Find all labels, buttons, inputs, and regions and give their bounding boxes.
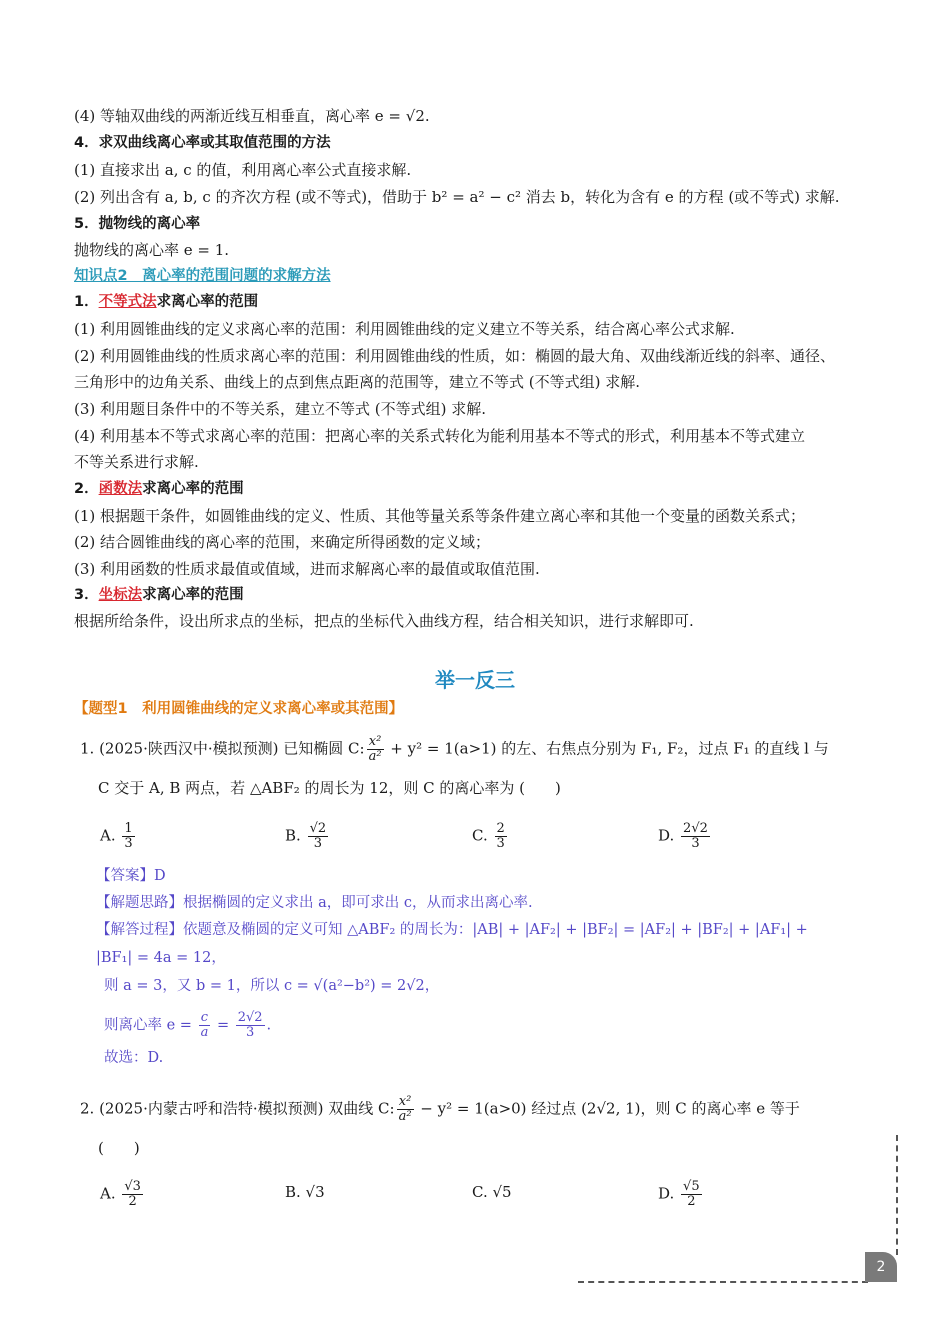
text-line: 根据所给条件，设出所求点的坐标，把点的坐标代入曲线方程，结合相关知识，进行求解即可. (74, 612, 694, 630)
text-line: (2) 利用圆锥曲线的性质求离心率的范围：利用圆锥曲线的性质，如：椭圆的最大角、双曲线渐近线的斜率、通径、 (74, 347, 836, 365)
solution-conclusion: 故选：D. (104, 1050, 164, 1066)
text-line: (1) 利用圆锥曲线的定义求离心率的范围：利用圆锥曲线的定义建立不等关系，结合离心率公式求解. (74, 320, 735, 338)
solution-idea: 【解题思路】根据椭圆的定义求出 a，即可求出 c，从而求出离心率. (96, 895, 533, 911)
text-line: 三角形中的边角关系、曲线上的点到焦点距离的范围等，建立不等式 (不等式组) 求解. (74, 373, 641, 391)
q2-option-b[interactable]: B. √3 (285, 1183, 325, 1201)
q2-option-d[interactable]: D. $\frac{√5}{2}$ (658, 1179, 700, 1209)
heading-4: 4．求双曲线离心率或其取值范围的方法 (74, 135, 331, 151)
method-3-heading: 3．坐标法求离心率的范围 (74, 587, 244, 603)
q1-option-c[interactable]: C. $\frac{2}{3}$ (472, 821, 505, 851)
text-line: (3) 利用题目条件中的不等关系，建立不等式 (不等式组) 求解. (74, 400, 487, 418)
page-number: 2 (865, 1252, 897, 1282)
q1-option-d[interactable]: D. $\frac{2√2}{3}$ (658, 821, 708, 851)
solution-process: 【解答过程】依题意及椭圆的定义可知 △ABF₂ 的周长为：|AB| + |AF₂| + |BF₂| = |AF₂| + |BF₂| + |AF₁| + (96, 922, 808, 938)
question-type-title: 【题型1 利用圆锥曲线的定义求离心率或其范围】 (74, 701, 404, 717)
solution-process: 则离心率 e = $\frac{c}{a}$ = $\frac{2√2}{3}$ . (104, 1010, 272, 1040)
question-2-stem: 2. (2025·内蒙古呼和浩特·模拟预测) 双曲线 C: $\frac{\text{x²}}{\text{a²}}$ − y² = 1(a>0) 经过点 (2√2, 1)，则 C 的离心率 e 等于 (80, 1094, 800, 1124)
method-1-heading: 1．不等式法求离心率的范围 (74, 294, 259, 310)
text-line: (4) 利用基本不等式求离心率的范围：把离心率的关系式转化为能利用基本不等式的形式，利用基本不等式建立 (74, 427, 806, 445)
q1-option-b[interactable]: B. $\frac{√2}{3}$ (285, 821, 327, 851)
answer: 【答案】D (96, 868, 166, 884)
text-line: (2) 列出含有 a, b, c 的齐次方程 (或不等式)，借助于 b² = a² − c² 消去 b，转化为含有 e 的方程 (或不等式) 求解. (74, 188, 840, 206)
solution-process: 则 a = 3，又 b = 1，所以 c = √(a²−b²) = 2√2， (104, 978, 440, 994)
question-2-stem-line2: ( ) (98, 1139, 140, 1157)
text-line: (1) 根据题干条件，如圆锥曲线的定义、性质、其他等量关系等条件建立离心率和其他一个变量的函数关系式； (74, 507, 806, 525)
question-1-stem-line2: C 交于 A, B 两点，若 △ABF₂ 的周长为 12，则 C 的离心率为 ( ) (98, 779, 561, 797)
solution-process: |BF₁| = 4a = 12， (96, 950, 226, 966)
section-title: 举一反三 (435, 668, 515, 692)
q2-option-c[interactable]: C. √5 (472, 1183, 512, 1201)
page-border-vertical (896, 1135, 898, 1255)
text-line: 抛物线的离心率 e = 1. (74, 241, 230, 259)
heading-5: 5．抛物线的离心率 (74, 216, 201, 232)
page-border-horizontal (578, 1281, 868, 1283)
question-1-stem: 1. (2025·陕西汉中·模拟预测) 已知椭圆 C: $\frac{\text{x²}}{\text{a²}}$ + y² = 1(a>1) 的左、右焦点分别为 F₁, F₂，过点 F₁ 的直线 l 与 (80, 734, 829, 764)
text-line: (2) 结合圆锥曲线的离心率的范围，来确定所得函数的定义域； (74, 533, 491, 551)
q1-option-a[interactable]: A. $\frac{1}{3}$ (100, 821, 133, 851)
text-line: (3) 利用函数的性质求最值或值域，进而求解离心率的最值或取值范围. (74, 560, 540, 578)
text-line: (1) 直接求出 a, c 的值，利用离心率公式直接求解. (74, 161, 412, 179)
method-2-heading: 2．函数法求离心率的范围 (74, 481, 244, 497)
text-line: (4) 等轴双曲线的两渐近线互相垂直，离心率 e = √2. (74, 107, 430, 125)
text-line: 不等关系进行求解. (74, 453, 199, 471)
q2-option-a[interactable]: A. $\frac{√3}{2}$ (100, 1179, 141, 1209)
knowledge-point-2-title: 知识点2 离心率的范围问题的求解方法 (74, 268, 331, 284)
